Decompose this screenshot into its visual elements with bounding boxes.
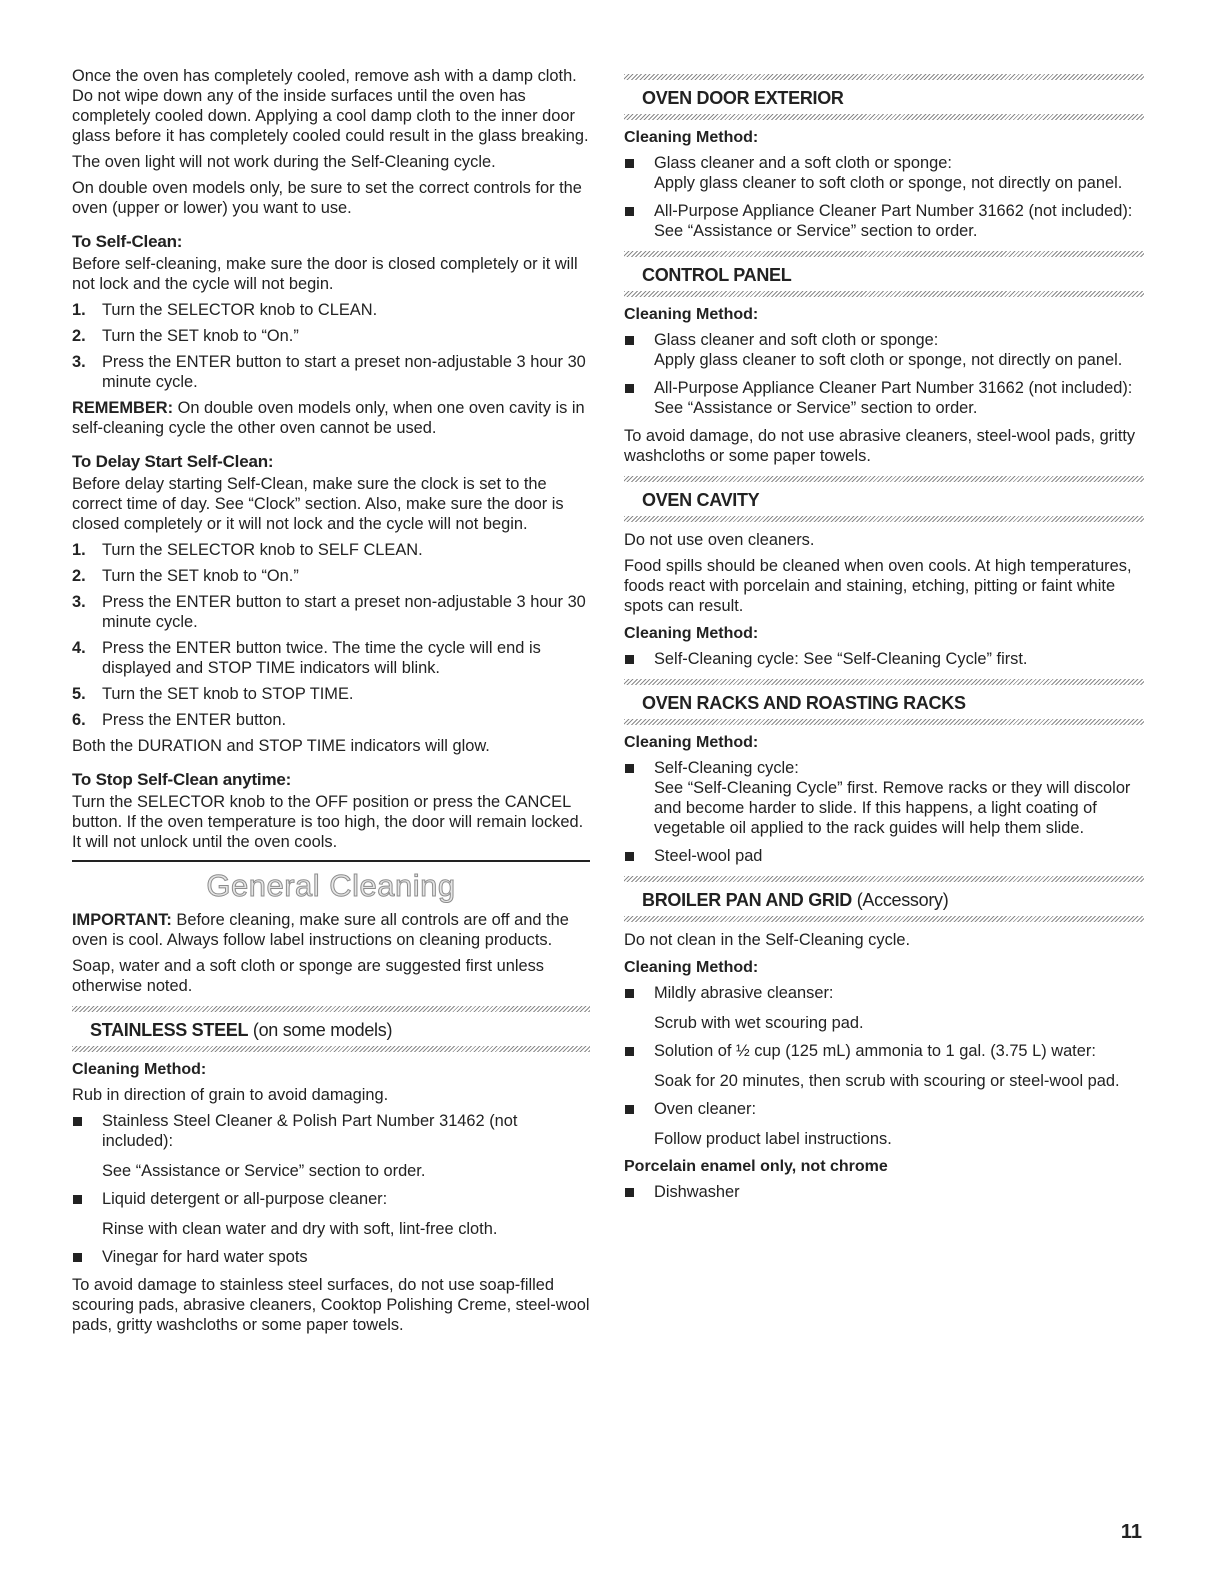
broiler-title-bold: BROILER PAN AND GRID <box>642 890 853 910</box>
cleaning-method-label: Cleaning Method: <box>624 306 759 323</box>
step-number: 1. <box>72 541 86 559</box>
soap-note: Soap, water and a soft cloth or sponge are suggested first unless otherwise noted. <box>72 957 544 995</box>
bullet-square-icon <box>73 1253 82 1262</box>
hatched-band <box>624 114 1144 120</box>
method-item <box>624 758 1144 838</box>
broiler-title-note: (Accessory) <box>852 890 949 910</box>
step-number: 2. <box>72 327 86 345</box>
method-text: Solution of ½ cup (125 mL) ammonia to 1 gal. (3.75 L) water: <box>654 1042 1096 1060</box>
broiler-section-header <box>624 876 1144 922</box>
step-number: 3. <box>72 593 86 611</box>
bullet-square-icon <box>625 1047 634 1056</box>
step-text: Turn the SELECTOR knob to CLEAN. <box>102 301 378 319</box>
method-text: Dishwasher <box>654 1183 740 1201</box>
step-text: Press the ENTER button to start a preset non-adjustable 3 hour 30 minute cycle. <box>102 593 586 631</box>
method-text: Steel-wool pad <box>654 847 763 865</box>
method-item <box>72 1189 590 1239</box>
method-item <box>624 1041 1144 1091</box>
step-item <box>72 326 590 346</box>
control-outro: To avoid damage, do not use abrasive cleaners, steel-wool pads, gritty washcloths or some paper towels. <box>624 427 1136 465</box>
method-text: Glass cleaner and a soft cloth or sponge: <box>654 154 952 172</box>
step-item <box>72 638 590 678</box>
stop-text: Turn the SELECTOR knob to the OFF position or press the CANCEL button. If the oven temperature is too high, the door will remain locked. It will not unlock until the oven cools. <box>72 793 584 851</box>
delay-start-outro: Both the DURATION and STOP TIME indicators will glow. <box>72 737 490 755</box>
method-detail: See “Self-Cleaning Cycle” first. Remove racks or they will discolor and become harder to slide. If this happens, a light coating of vegetable oil applied to the rack guides will help them slide. <box>654 779 1131 837</box>
step-item <box>72 710 590 730</box>
control-title: CONTROL PANEL <box>642 265 792 285</box>
page-number: 11 <box>1120 1521 1142 1543</box>
step-text: Turn the SET knob to “On.” <box>102 567 299 585</box>
method-text: Liquid detergent or all-purpose cleaner: <box>102 1190 388 1208</box>
method-text: All-Purpose Appliance Cleaner Part Number 31662 (not included): <box>654 379 1133 397</box>
self-clean-intro: Before self-cleaning, make sure the door is closed completely or it will not lock and the cycle will not begin. <box>72 255 578 293</box>
method-detail: Apply glass cleaner to soft cloth or sponge, not directly on panel. <box>654 351 1123 369</box>
intro-paragraph: Once the oven has completely cooled, remove ash with a damp cloth. Do not wipe down any of the inside surfaces until the oven has completely cooled down. Applying a cool damp cloth to the inner door glass before it has completely cooled could result in the glass breaking. <box>72 67 589 145</box>
step-text: Turn the SET knob to STOP TIME. <box>102 685 354 703</box>
step-number: 5. <box>72 685 86 703</box>
general-cleaning-title: General Cleaning <box>206 868 456 903</box>
important-note <box>72 910 590 950</box>
racks-method-list <box>624 758 1144 866</box>
method-item <box>624 330 1144 370</box>
stainless-title-bold: STAINLESS STEEL <box>90 1020 249 1040</box>
method-item <box>624 1182 1144 1202</box>
step-item <box>72 592 590 632</box>
cleaning-method-label: Cleaning Method: <box>624 129 759 146</box>
stainless-method-list <box>72 1111 590 1267</box>
stop-heading: To Stop Self-Clean anytime: <box>72 770 292 789</box>
step-number: 6. <box>72 711 86 729</box>
porcelain-method-list <box>624 1182 1144 1202</box>
right-column <box>624 66 1144 1210</box>
method-text: Mildly abrasive cleanser: <box>654 984 834 1002</box>
bullet-square-icon <box>625 989 634 998</box>
method-item <box>624 201 1144 241</box>
step-number: 2. <box>72 567 86 585</box>
step-text: Turn the SET knob to “On.” <box>102 327 299 345</box>
hatched-band <box>624 719 1144 725</box>
bullet-square-icon <box>625 159 634 168</box>
stainless-title <box>72 1012 590 1046</box>
stainless-intro: Rub in direction of grain to avoid damaging. <box>72 1086 389 1104</box>
important-label: IMPORTANT: <box>72 911 172 929</box>
left-column <box>72 66 590 1341</box>
porcelain-label: Porcelain enamel only, not chrome <box>624 1158 888 1175</box>
delay-start-intro: Before delay starting Self-Clean, make sure the clock is set to the correct time of day. See “Clock” section. Also, make sure the door is closed completely or it will not lock and the cycle will not begin. <box>72 475 564 533</box>
door-section-header <box>624 74 1144 120</box>
bullet-square-icon <box>625 1105 634 1114</box>
method-text: Oven cleaner: <box>654 1100 757 1118</box>
hatched-band <box>624 916 1144 922</box>
bullet-square-icon <box>625 207 634 216</box>
method-item <box>624 1099 1144 1149</box>
self-clean-heading: To Self-Clean: <box>72 232 183 251</box>
cavity-note: Do not use oven cleaners. <box>624 531 815 549</box>
method-item <box>624 846 1144 866</box>
door-title: OVEN DOOR EXTERIOR <box>642 88 844 108</box>
broiler-note: Do not clean in the Self-Cleaning cycle. <box>624 931 911 949</box>
remember-text: On double oven models only, when one oven cavity is in self-cleaning cycle the other oven cannot be used. <box>72 399 585 437</box>
step-item <box>72 684 590 704</box>
bullet-square-icon <box>625 852 634 861</box>
step-text: Press the ENTER button twice. The time the cycle will end is displayed and STOP TIME indicators will blink. <box>102 639 541 677</box>
method-item <box>72 1111 590 1181</box>
method-text: Self-Cleaning cycle: See “Self-Cleaning Cycle” first. <box>654 650 1028 668</box>
method-item <box>624 983 1144 1033</box>
intro-paragraph: The oven light will not work during the Self-Cleaning cycle. <box>72 153 496 171</box>
method-text: All-Purpose Appliance Cleaner Part Number 31662 (not included): <box>654 202 1133 220</box>
method-text: Glass cleaner and soft cloth or sponge: <box>654 331 939 349</box>
step-number: 1. <box>72 301 86 319</box>
control-section-header <box>624 251 1144 297</box>
method-detail: Scrub with wet scouring pad. <box>654 1014 864 1032</box>
remember-label: REMEMBER: <box>72 399 174 417</box>
method-detail: Follow product label instructions. <box>654 1130 892 1148</box>
step-item <box>72 566 590 586</box>
cleaning-method-label: Cleaning Method: <box>72 1061 207 1078</box>
delay-start-heading: To Delay Start Self-Clean: <box>72 452 274 471</box>
step-item <box>72 352 590 392</box>
step-item <box>72 540 590 560</box>
bullet-square-icon <box>625 336 634 345</box>
hatched-band <box>72 1046 590 1052</box>
step-text: Press the ENTER button to start a preset non-adjustable 3 hour 30 minute cycle. <box>102 353 586 391</box>
cleaning-method-label: Cleaning Method: <box>624 625 759 642</box>
divider <box>72 860 590 862</box>
remember-note <box>72 398 590 438</box>
cleaning-method-label: Cleaning Method: <box>624 959 759 976</box>
method-detail: See “Assistance or Service” section to order. <box>654 222 978 240</box>
method-detail: See “Assistance or Service” section to order. <box>654 399 978 417</box>
bullet-square-icon <box>625 1188 634 1197</box>
step-number: 3. <box>72 353 86 371</box>
bullet-square-icon <box>625 384 634 393</box>
method-text: Self-Cleaning cycle: <box>654 759 799 777</box>
bullet-square-icon <box>73 1117 82 1126</box>
method-item <box>72 1247 590 1267</box>
bullet-square-icon <box>625 655 634 664</box>
method-text: Stainless Steel Cleaner & Polish Part Number 31462 (not included): <box>102 1112 518 1150</box>
self-clean-steps <box>72 300 590 392</box>
cavity-method-list <box>624 649 1144 669</box>
stainless-title-note: (on some models) <box>248 1020 393 1040</box>
door-method-list <box>624 153 1144 241</box>
cleaning-method-label: Cleaning Method: <box>624 734 759 751</box>
intro-paragraph: On double oven models only, be sure to set the correct controls for the oven (upper or lower) you want to use. <box>72 179 582 217</box>
broiler-title <box>624 882 1144 916</box>
cavity-section-header <box>624 476 1144 522</box>
method-text: Vinegar for hard water spots <box>102 1248 308 1266</box>
cavity-title: OVEN CAVITY <box>642 490 760 510</box>
hatched-band <box>624 291 1144 297</box>
step-text: Press the ENTER button. <box>102 711 287 729</box>
delay-start-steps <box>72 540 590 730</box>
important-text: Before cleaning, make sure all controls are off and the oven is cool. Always follow label instructions on cleaning products. <box>72 911 569 949</box>
cavity-note: Food spills should be cleaned when oven cools. At high temperatures, foods react with porcelain and staining, etching, pitting or faint white spots can result. <box>624 557 1132 615</box>
hatched-band <box>624 516 1144 522</box>
stainless-outro: To avoid damage to stainless steel surfaces, do not use soap-filled scouring pads, abrasive cleaners, Cooktop Polishing Creme, steel-wool pads, gritty washcloths or some paper towels. <box>72 1276 590 1334</box>
step-item <box>72 300 590 320</box>
bullet-square-icon <box>73 1195 82 1204</box>
method-detail: Apply glass cleaner to soft cloth or sponge, not directly on panel. <box>654 174 1123 192</box>
method-item <box>624 649 1144 669</box>
racks-title: OVEN RACKS AND ROASTING RACKS <box>642 693 966 713</box>
method-detail: Rinse with clean water and dry with soft, lint-free cloth. <box>102 1220 498 1238</box>
control-method-list <box>624 330 1144 418</box>
method-item <box>624 153 1144 193</box>
broiler-method-list <box>624 983 1144 1149</box>
method-detail: Soak for 20 minutes, then scrub with scouring or steel-wool pad. <box>654 1072 1120 1090</box>
step-number: 4. <box>72 639 86 657</box>
bullet-square-icon <box>625 764 634 773</box>
stainless-section-header <box>72 1006 590 1052</box>
step-text: Turn the SELECTOR knob to SELF CLEAN. <box>102 541 423 559</box>
method-detail: See “Assistance or Service” section to order. <box>102 1162 426 1180</box>
racks-section-header <box>624 679 1144 725</box>
method-item <box>624 378 1144 418</box>
